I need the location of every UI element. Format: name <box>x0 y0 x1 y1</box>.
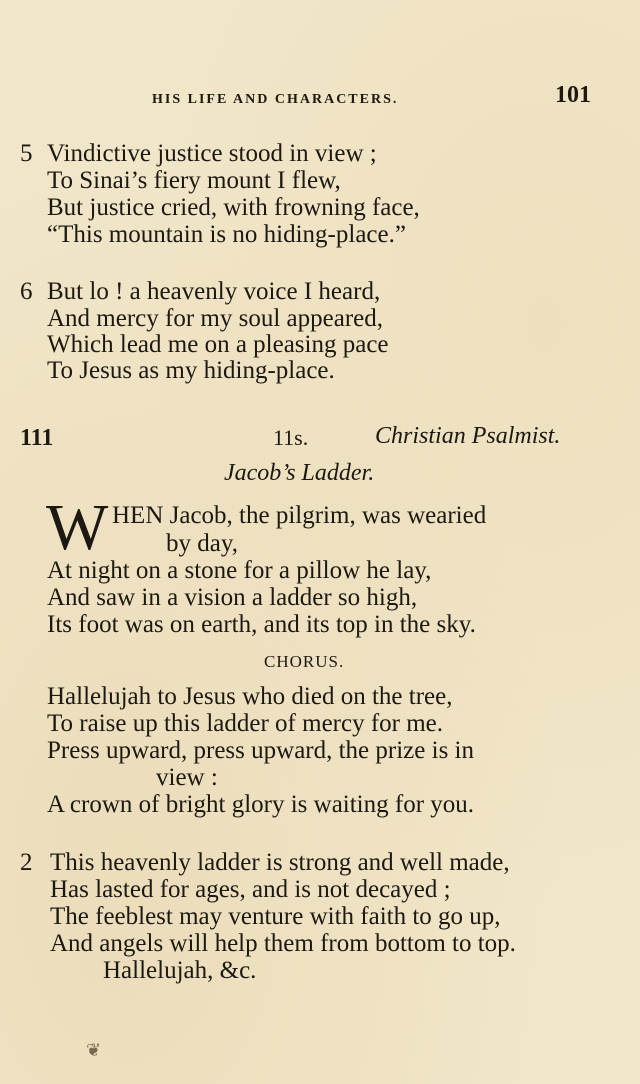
stanza-number: 5 <box>20 140 33 167</box>
hymn-title: Jacob’s Ladder. <box>224 460 375 486</box>
stanza-number: 6 <box>20 278 33 305</box>
verse-line: And mercy for my soul appeared, <box>47 305 383 332</box>
verse-line: And saw in a vision a ladder so high, <box>47 584 418 611</box>
chorus-line: Press upward, press upward, the prize is in <box>47 737 474 764</box>
refrain-line: Hallelujah, &c. <box>103 957 257 984</box>
verse-line: Vindictive justice stood in view ; <box>47 140 377 167</box>
hymn-number: 111 <box>20 425 54 451</box>
stanza-number: 2 <box>20 849 33 876</box>
verse-line: To Jesus as my hiding-place. <box>47 357 335 384</box>
chorus-line: To raise up this ladder of mercy for me. <box>47 710 444 737</box>
chorus-heading: CHORUS. <box>264 652 345 671</box>
page-number: 101 <box>555 82 591 108</box>
verse-line: At night on a stone for a pillow he lay, <box>47 557 432 584</box>
chorus-line: A crown of bright glory is waiting for you. <box>47 791 475 818</box>
verse-line: This heavenly ladder is strong and well made, <box>50 849 510 876</box>
chorus-line-continuation: view : <box>156 764 218 791</box>
hymn-source: Christian Psalmist. <box>375 423 561 449</box>
verse-line: But lo ! a heavenly voice I heard, <box>47 278 381 305</box>
verse-line: HEN Jacob, the pilgrim, was wearied <box>112 502 487 529</box>
verse-line: And angels will help them from bottom to top. <box>50 930 516 957</box>
verse-line: To Sinai’s fiery mount I flew, <box>47 167 341 194</box>
running-head: HIS LIFE AND CHARACTERS. <box>152 92 399 107</box>
verse-line: “This mountain is no hiding-place.” <box>47 221 406 248</box>
chorus-line: Hallelujah to Jesus who died on the tree, <box>47 683 453 710</box>
verse-line-continuation: by day, <box>166 530 238 557</box>
verse-line: Has lasted for ages, and is not decayed ; <box>50 876 451 903</box>
drop-cap: W <box>46 491 109 564</box>
verse-line: The feeblest may venture with faith to go up, <box>50 903 501 930</box>
verse-line: But justice cried, with frowning face, <box>47 194 420 221</box>
verse-line: Which lead me on a pleasing pace <box>47 331 389 358</box>
hymn-meter: 11s. <box>273 425 309 450</box>
ink-mark: ❦ <box>86 1040 102 1061</box>
verse-line: Its foot was on earth, and its top in the sky. <box>47 611 476 638</box>
